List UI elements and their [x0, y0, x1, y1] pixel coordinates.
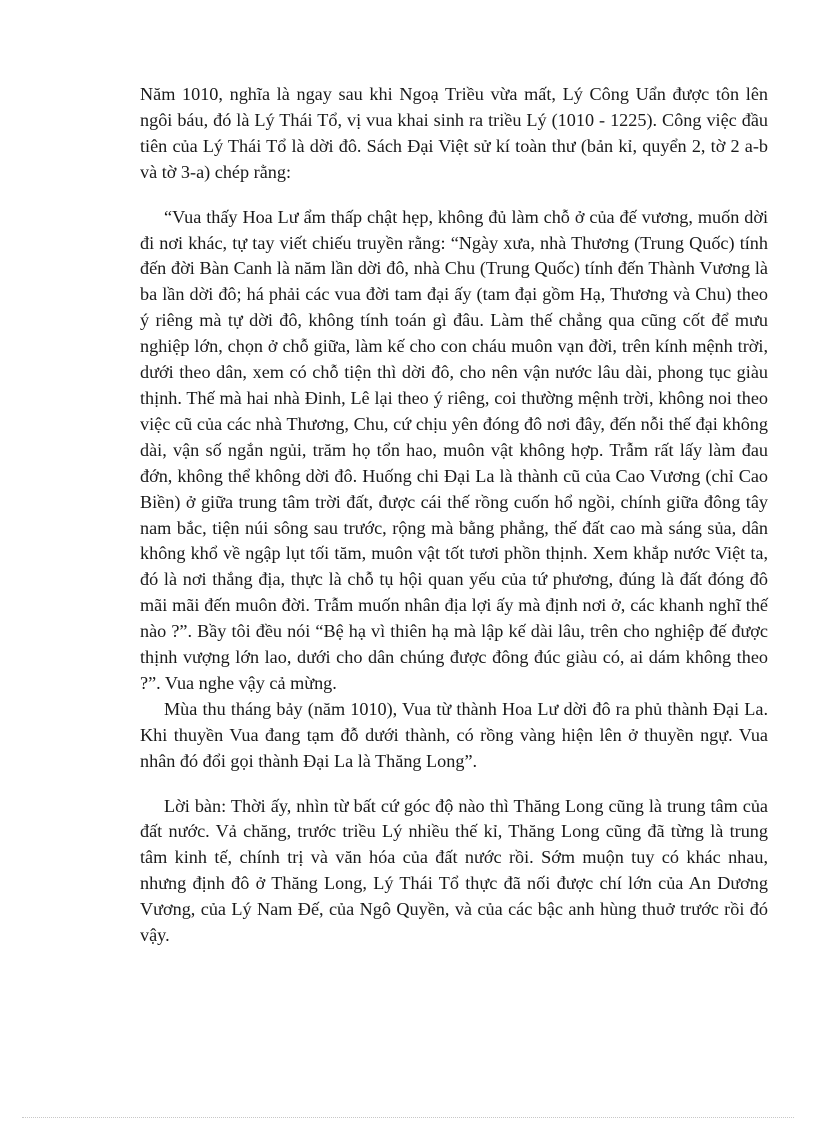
commentary-paragraph: Lời bàn: Thời ấy, nhìn từ bất cứ góc độ nào thì Thăng Long cũng là trung tâm của đất nước. Vả chăng, trước triều Lý nhiều thế kỉ, Thăng Long cũng đã từng là trung tâm kinh tế, chính trị và văn hóa của đất nước rồi. Sớm muộn tuy có khác nhau, nhưng định đô ở Thăng Long, Lý Thái Tổ thực đã nối được chí lớn của An Dương Vương, của Lý Nam Đế, của Ngô Quyền, và của các bậc anh hùng thuở trước rồi đó vậy.: [140, 795, 768, 946]
page-bottom-dotted-rule: [22, 1117, 794, 1118]
document-body: [140, 82, 768, 949]
quote-paragraph-relocation: Mùa thu tháng bảy (năm 1010), Vua từ thành Hoa Lư dời đô ra phủ thành Đại La. Khi thuyền Vua đang tạm đỗ dưới thành, có rồng vàng hiện lên ở thuyền ngự. Vua nhân đó đổi gọi thành Đại La là Thăng Long”.: [140, 698, 768, 771]
intro-paragraph: Năm 1010, nghĩa là ngay sau khi Ngoạ Triều vừa mất, Lý Công Uẩn được tôn lên ngôi báu, đó là Lý Thái Tổ, vị vua khai sinh ra triều Lý (1010 - 1225). Công việc đầu tiên của Lý Thái Tổ là dời đô. Sách Đại Việt sử kí toàn thư (bản kỉ, quyển 2, tờ 2 a-b và tờ 3-a) chép rằng:: [140, 84, 768, 182]
quote-paragraph-edict: “Vua thấy Hoa Lư ẩm thấp chật hẹp, không đủ làm chỗ ở của đế vương, muốn dời đi nơi khác, tự tay viết chiếu truyền rằng: “Ngày xưa, nhà Thương (Trung Quốc) tính đến đời Bàn Canh là năm lần dời đô, nhà Chu (Trung Quốc) tính đến Thành Vương là ba lần dời đô; há phải các vua đời tam đại ấy (tam đại gồm Hạ, Thương và Chu) theo ý riêng mà tự dời đô, không tính toán gì đâu. Làm thế chẳng qua cũng cốt để mưu nghiệp lớn, chọn ở chỗ giữa, làm kế cho con cháu muôn vạn đời, trên kính mệnh trời, dưới theo dân, xem có chỗ tiện thì dời đô, cho nên vận nước lâu dài, phong tục giàu thịnh. Thế mà hai nhà Đinh, Lê lại theo ý riêng, coi thường mệnh trời, không noi theo việc cũ của các nhà Thương, Chu, cứ chịu yên đóng đô nơi đây, đến nỗi thế đại không dài, vận số ngắn ngủi, trăm họ tổn hao, muôn vật không hợp. Trẫm rất lấy làm đau đớn, không thể không dời đô. Huống chi Đại La là thành cũ của Cao Vương (chỉ Cao Biền) ở giữa trung tâm trời đất, được cái thế rồng cuốn hổ ngồi, chính giữa đông tây nam bắc, tiện núi sông sau trước, rộng mà bằng phẳng, thế đất cao mà sáng sủa, dân không khổ về ngập lụt tối tăm, muôn vật tốt tươi phồn thịnh. Xem khắp nước Việt ta, đó là nơi thắng địa, thực là chỗ tụ hội quan yếu của tứ phương, đúng là đất đóng đô mãi mãi đến muôn đời. Trẫm muốn nhân địa lợi ấy mà định nơi ở, các khanh nghĩ thế nào ?”. Bầy tôi đều nói “Bệ hạ vì thiên hạ mà lập kế dài lâu, trên cho nghiệp đế được thịnh vượng lớn lao, dưới cho dân chúng được đông đúc giàu có, ai dám không theo ?”. Vua nghe vậy cả mừng.: [140, 206, 768, 693]
